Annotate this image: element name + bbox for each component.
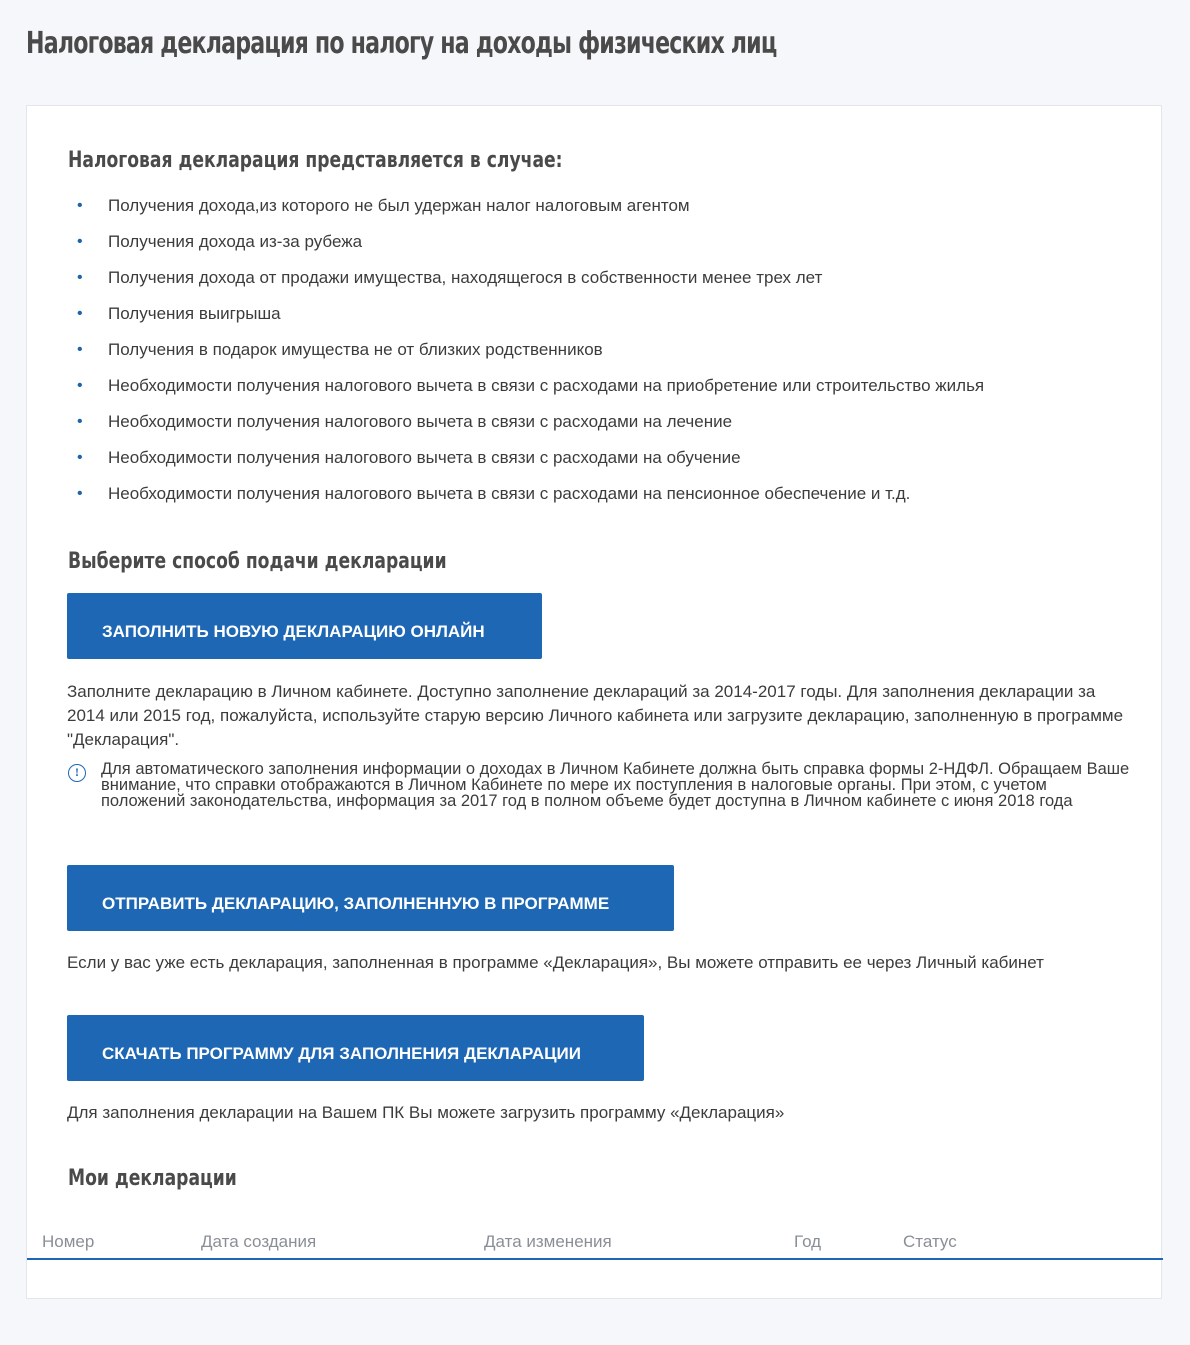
download-program-button[interactable]: СКАЧАТЬ ПРОГРАММУ ДЛЯ ЗАПОЛНЕНИЯ ДЕКЛАРАЦИИ: [67, 1015, 644, 1081]
my-declarations-heading: Мои декларации: [68, 1166, 237, 1191]
download-description: Для заполнения декларации на Вашем ПК Вы можете загрузить программу «Декларация»: [67, 1103, 785, 1122]
fill-online-button[interactable]: ЗАПОЛНИТЬ НОВУЮ ДЕКЛАРАЦИЮ ОНЛАЙН: [67, 593, 542, 659]
bullet-icon: •: [77, 413, 83, 430]
list-item: [68, 338, 984, 374]
column-header-number[interactable]: Номер: [42, 1232, 95, 1251]
declarations-table-header: [27, 1226, 1163, 1260]
column-header-year[interactable]: Год: [794, 1232, 822, 1251]
list-item: [68, 374, 984, 410]
fill-online-description: Заполните декларацию в Личном кабинете. Доступно заполнение деклараций за 2014-2017 годы. Для заполнения декларации за 2014 или 2015 год, пожалуйста, используйте старую версию Личного кабинета или загрузите декларацию, заполненную в программе "Декларация".: [67, 682, 1124, 749]
info-icon: !: [68, 764, 86, 782]
column-header-modified[interactable]: Дата изменения: [484, 1232, 612, 1251]
list-item-text: Необходимости получения налогового вычета в связи с расходами на лечение: [108, 412, 733, 431]
list-item-text: Получения выигрыша: [108, 304, 281, 323]
bullet-icon: •: [77, 341, 83, 358]
upload-description: Если у вас уже есть декларация, заполненная в программе «Декларация», Вы можете отправить ее через Личный кабинет: [67, 953, 1044, 972]
list-item-text: Необходимости получения налогового вычета в связи с расходами на приобретение или строительство жилья: [108, 376, 985, 395]
list-item: [68, 266, 984, 302]
bullet-icon: •: [77, 305, 83, 322]
list-item-text: Получения дохода из-за рубежа: [108, 232, 363, 251]
notice-text: Для автоматического заполнения информации о доходах в Личном Кабинете должна быть справка формы 2-НДФЛ. Обращаем Ваше внимание, что справки отображаются в Личном Кабинете по мере их поступления в налоговые органы. При этом, с учетом положений законодательства, информация за 2017 год в полном объеме будет доступна в Личном кабинете с июня 2018 года: [101, 760, 1130, 810]
upload-declaration-button[interactable]: ОТПРАВИТЬ ДЕКЛАРАЦИЮ, ЗАПОЛНЕННУЮ В ПРОГРАММЕ: [67, 865, 674, 931]
declaration-card: [26, 105, 1162, 1299]
column-header-created[interactable]: Дата создания: [201, 1232, 317, 1251]
cases-heading: Налоговая декларация представляется в случае:: [68, 148, 563, 173]
list-item: [68, 410, 984, 446]
list-item-text: Получения дохода от продажи имущества, находящегося в собственности менее трех лет: [108, 268, 823, 287]
list-item: [68, 302, 984, 338]
page-title: Налоговая декларация по налогу на доходы физических лиц: [26, 26, 777, 61]
bullet-icon: •: [77, 485, 83, 502]
bullet-icon: •: [77, 233, 83, 250]
list-item-text: Необходимости получения налогового вычета в связи с расходами на пенсионное обеспечение и т.д.: [108, 484, 911, 503]
list-item: [68, 482, 984, 518]
list-item-text: Получения дохода,из которого не был удержан налог налоговым агентом: [108, 196, 690, 215]
list-item: [68, 230, 984, 266]
bullet-icon: •: [77, 377, 83, 394]
list-item-text: Получения в подарок имущества не от близких родственников: [108, 340, 603, 359]
list-item: [68, 446, 984, 482]
column-header-status[interactable]: Статус: [903, 1232, 957, 1251]
bullet-icon: •: [77, 197, 83, 214]
bullet-icon: •: [77, 449, 83, 466]
list-item: [68, 194, 984, 230]
list-item-text: Необходимости получения налогового вычета в связи с расходами на обучение: [108, 448, 741, 467]
cases-list: [68, 194, 984, 518]
submit-method-heading: Выберите способ подачи декларации: [68, 549, 447, 574]
bullet-icon: •: [77, 269, 83, 286]
